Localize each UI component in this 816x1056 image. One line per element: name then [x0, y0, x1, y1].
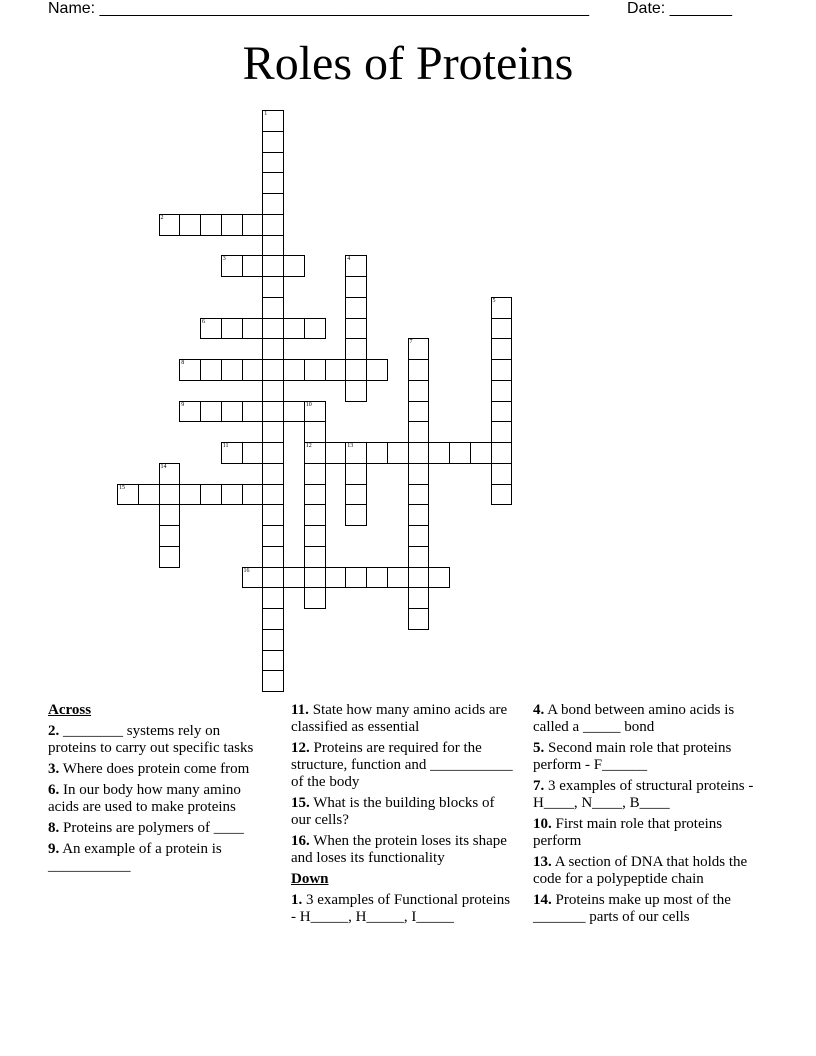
- crossword-cell[interactable]: [242, 484, 264, 506]
- crossword-cell[interactable]: [262, 587, 284, 609]
- crossword-cell[interactable]: [491, 380, 513, 402]
- crossword-cell[interactable]: [304, 318, 326, 340]
- crossword-cell[interactable]: [345, 567, 367, 589]
- crossword-cell[interactable]: [262, 525, 284, 547]
- cell-number: 1: [264, 111, 268, 117]
- crossword-cell[interactable]: [283, 318, 305, 340]
- crossword-cell[interactable]: [491, 401, 513, 423]
- crossword-cell[interactable]: [408, 442, 430, 464]
- crossword-cell[interactable]: [491, 359, 513, 381]
- crossword-cell[interactable]: [242, 401, 264, 423]
- crossword-cell[interactable]: [159, 525, 181, 547]
- clue-down-14: 14. Proteins make up most of the _______ parts of our cells: [533, 892, 731, 925]
- crossword-cell[interactable]: [304, 421, 326, 443]
- crossword-cell[interactable]: [262, 608, 284, 630]
- cell-number: 5: [492, 297, 496, 304]
- crossword-cell[interactable]: [345, 463, 367, 485]
- crossword-cell[interactable]: [408, 608, 430, 630]
- crossword-cell[interactable]: [408, 504, 430, 526]
- crossword-cell[interactable]: [304, 463, 326, 485]
- crossword-cell[interactable]: [221, 255, 243, 277]
- crossword-cell[interactable]: [304, 525, 326, 547]
- crossword-cell[interactable]: [200, 401, 222, 423]
- cell-number: 14: [160, 463, 167, 470]
- cell-number: 13: [347, 443, 354, 449]
- crossword-cell[interactable]: [262, 442, 284, 464]
- crossword-cell[interactable]: [345, 297, 367, 319]
- crossword-cell[interactable]: [262, 318, 284, 340]
- crossword-cell[interactable]: [491, 484, 513, 506]
- crossword-cell[interactable]: [304, 567, 326, 589]
- clue-down-5: 5. Second main role that proteins perform - F______: [533, 740, 732, 773]
- crossword-cell[interactable]: [345, 359, 367, 381]
- crossword-cell[interactable]: [242, 567, 264, 589]
- crossword-cell[interactable]: [304, 587, 326, 609]
- crossword-cell[interactable]: [345, 318, 367, 340]
- crossword-cell[interactable]: [345, 338, 367, 360]
- crossword-cell[interactable]: [345, 380, 367, 402]
- clue-down-13: 13. A section of DNA that holds the code for a polypeptide chain: [533, 854, 748, 887]
- cell-number: 4: [347, 256, 351, 263]
- crossword-cell[interactable]: [304, 484, 326, 506]
- crossword-cell[interactable]: [345, 484, 367, 506]
- cell-number: 12: [305, 443, 312, 449]
- crossword-cell[interactable]: [304, 504, 326, 526]
- crossword-cell[interactable]: [179, 401, 201, 423]
- crossword-cell[interactable]: [491, 442, 513, 464]
- cell-number: 8: [181, 360, 185, 366]
- crossword-cell[interactable]: [283, 255, 305, 277]
- crossword-cell[interactable]: [200, 484, 222, 506]
- clue-across-12: 12. Proteins are required for the structure, function and ___________ of the body: [291, 740, 513, 790]
- crossword-cell[interactable]: [262, 567, 284, 589]
- crossword-cell[interactable]: [262, 650, 284, 672]
- crossword-cell[interactable]: [179, 359, 201, 381]
- crossword-cell[interactable]: [345, 276, 367, 298]
- crossword-cell[interactable]: [408, 463, 430, 485]
- crossword-cell[interactable]: [159, 504, 181, 526]
- crossword-cell[interactable]: [262, 255, 284, 277]
- crossword-cell[interactable]: [283, 567, 305, 589]
- crossword-cell[interactable]: [408, 421, 430, 443]
- crossword-cell[interactable]: [262, 401, 284, 423]
- crossword-cell[interactable]: [262, 380, 284, 402]
- cell-number: 7: [409, 339, 413, 346]
- clue-down-10: 10. First main role that proteins perform: [533, 816, 723, 849]
- crossword-cell[interactable]: [449, 442, 471, 464]
- cell-number: 9: [181, 401, 185, 408]
- crossword-cell[interactable]: [304, 546, 326, 568]
- cell-number: 3: [222, 256, 226, 263]
- crossword-cell[interactable]: [242, 442, 264, 464]
- crossword-cell[interactable]: [221, 401, 243, 423]
- crossword-cell[interactable]: [262, 421, 284, 443]
- date-field-label[interactable]: Date: _______: [627, 0, 732, 17]
- cell-number: 15: [119, 484, 125, 491]
- crossword-cell[interactable]: [428, 567, 450, 589]
- crossword-cell[interactable]: [408, 587, 430, 609]
- crossword-cell[interactable]: [408, 484, 430, 506]
- crossword-cell[interactable]: [325, 567, 347, 589]
- crossword-cell[interactable]: [408, 380, 430, 402]
- crossword-cell[interactable]: [408, 401, 430, 423]
- crossword-cell[interactable]: [221, 359, 243, 381]
- clue-across-16: 16. When the protein loses its shape and loses its functionality: [291, 833, 507, 866]
- crossword-cell[interactable]: [262, 359, 284, 381]
- crossword-cell[interactable]: [221, 484, 243, 506]
- clue-across-6: 6. In our body how many amino acids are used to make proteins: [48, 782, 241, 815]
- crossword-cell[interactable]: [325, 359, 347, 381]
- page-title: Roles of Proteins: [242, 37, 574, 90]
- crossword-cell[interactable]: [345, 255, 367, 277]
- crossword-cell[interactable]: [262, 276, 284, 298]
- crossword-cell[interactable]: [325, 442, 347, 464]
- crossword-cell[interactable]: [221, 214, 243, 236]
- crossword-cell[interactable]: [304, 442, 326, 464]
- clue-down-7: 7. 3 examples of structural proteins - H____, N____, B____: [533, 778, 754, 811]
- crossword-cell[interactable]: [221, 442, 243, 464]
- crossword-cell[interactable]: [221, 318, 243, 340]
- clues-column-2: [291, 702, 516, 930]
- cell-number: 16: [243, 567, 250, 574]
- crossword-cell[interactable]: [366, 359, 388, 381]
- crossword-cell[interactable]: [242, 318, 264, 340]
- crossword-cell[interactable]: [408, 525, 430, 547]
- clue-across-8: 8. Proteins are polymers of ____: [48, 820, 244, 836]
- crossword-cell[interactable]: [283, 359, 305, 381]
- crossword-cell[interactable]: [283, 401, 305, 423]
- clue-across-2: 2. ________ systems rely on proteins to carry out specific tasks: [48, 723, 254, 756]
- cell-number: 11: [222, 443, 229, 449]
- crossword-cell[interactable]: [262, 546, 284, 568]
- clue-down-1: 1. 3 examples of Functional proteins - H_____, H_____, I_____: [291, 892, 511, 925]
- crossword-cell[interactable]: [262, 670, 284, 692]
- clue-across-9: 9. An example of a protein is ___________: [48, 841, 222, 874]
- cell-number: 10: [305, 401, 312, 408]
- crossword-cell[interactable]: [159, 484, 181, 506]
- crossword-cell[interactable]: [159, 546, 181, 568]
- crossword-cell[interactable]: [428, 442, 450, 464]
- clue-across-11: 11. State how many amino acids are classified as essential: [291, 702, 508, 735]
- clue-across-15: 15. What is the building blocks of our cells?: [291, 795, 495, 828]
- crossword-cell[interactable]: [491, 318, 513, 340]
- crossword-cell[interactable]: [242, 255, 264, 277]
- crossword-cell[interactable]: [408, 359, 430, 381]
- crossword-cell[interactable]: [262, 484, 284, 506]
- crossword-cell[interactable]: [491, 338, 513, 360]
- crossword-cell[interactable]: [200, 359, 222, 381]
- crossword-cell[interactable]: [262, 235, 284, 257]
- crossword-cell[interactable]: [491, 297, 513, 319]
- crossword-cell[interactable]: [179, 214, 201, 236]
- clues-column-3: [533, 702, 768, 930]
- crossword-cell[interactable]: [304, 401, 326, 423]
- crossword-cell[interactable]: [262, 152, 284, 174]
- crossword-cell[interactable]: [345, 504, 367, 526]
- crossword-cell[interactable]: [366, 442, 388, 464]
- crossword-cell[interactable]: [262, 110, 284, 132]
- crossword-cell[interactable]: [200, 214, 222, 236]
- crossword-cell[interactable]: [262, 193, 284, 215]
- clue-across-3: 3. Where does protein come from: [48, 761, 250, 777]
- crossword-cell[interactable]: [200, 318, 222, 340]
- crossword-cell[interactable]: [366, 567, 388, 589]
- crossword-cell[interactable]: [159, 214, 181, 236]
- across-heading: Across: [48, 702, 92, 718]
- crossword-cell[interactable]: [304, 359, 326, 381]
- crossword-cell[interactable]: [262, 131, 284, 153]
- crossword-cell[interactable]: [242, 359, 264, 381]
- crossword-cell[interactable]: [470, 442, 492, 464]
- crossword-cell[interactable]: [262, 338, 284, 360]
- crossword-cell[interactable]: [262, 463, 284, 485]
- crossword-cell[interactable]: [262, 297, 284, 319]
- crossword-cell[interactable]: [179, 484, 201, 506]
- crossword-cell[interactable]: [159, 463, 181, 485]
- crossword-cell[interactable]: [387, 442, 409, 464]
- crossword-cell[interactable]: [491, 463, 513, 485]
- crossword-cell[interactable]: [345, 442, 367, 464]
- crossword-cell[interactable]: [262, 629, 284, 651]
- cell-number: 6: [202, 318, 205, 325]
- crossword-cell[interactable]: [242, 214, 264, 236]
- cell-number: 2: [160, 214, 164, 221]
- down-heading: Down: [291, 871, 329, 887]
- crossword-cell[interactable]: [117, 484, 139, 506]
- crossword-cell[interactable]: [408, 338, 430, 360]
- crossword-cell[interactable]: [387, 567, 409, 589]
- crossword-cell[interactable]: [491, 421, 513, 443]
- crossword-cell[interactable]: [408, 546, 430, 568]
- crossword-cell[interactable]: [138, 484, 160, 506]
- crossword-cell[interactable]: [262, 172, 284, 194]
- clue-down-4: 4. A bond between amino acids is called a _____ bond: [533, 702, 735, 735]
- clues-column-1: [48, 702, 263, 879]
- name-field-label[interactable]: Name: _______________________________________________________: [48, 0, 589, 17]
- crossword-cell[interactable]: [408, 567, 430, 589]
- crossword-cell[interactable]: [262, 504, 284, 526]
- crossword-cell[interactable]: [262, 214, 284, 236]
